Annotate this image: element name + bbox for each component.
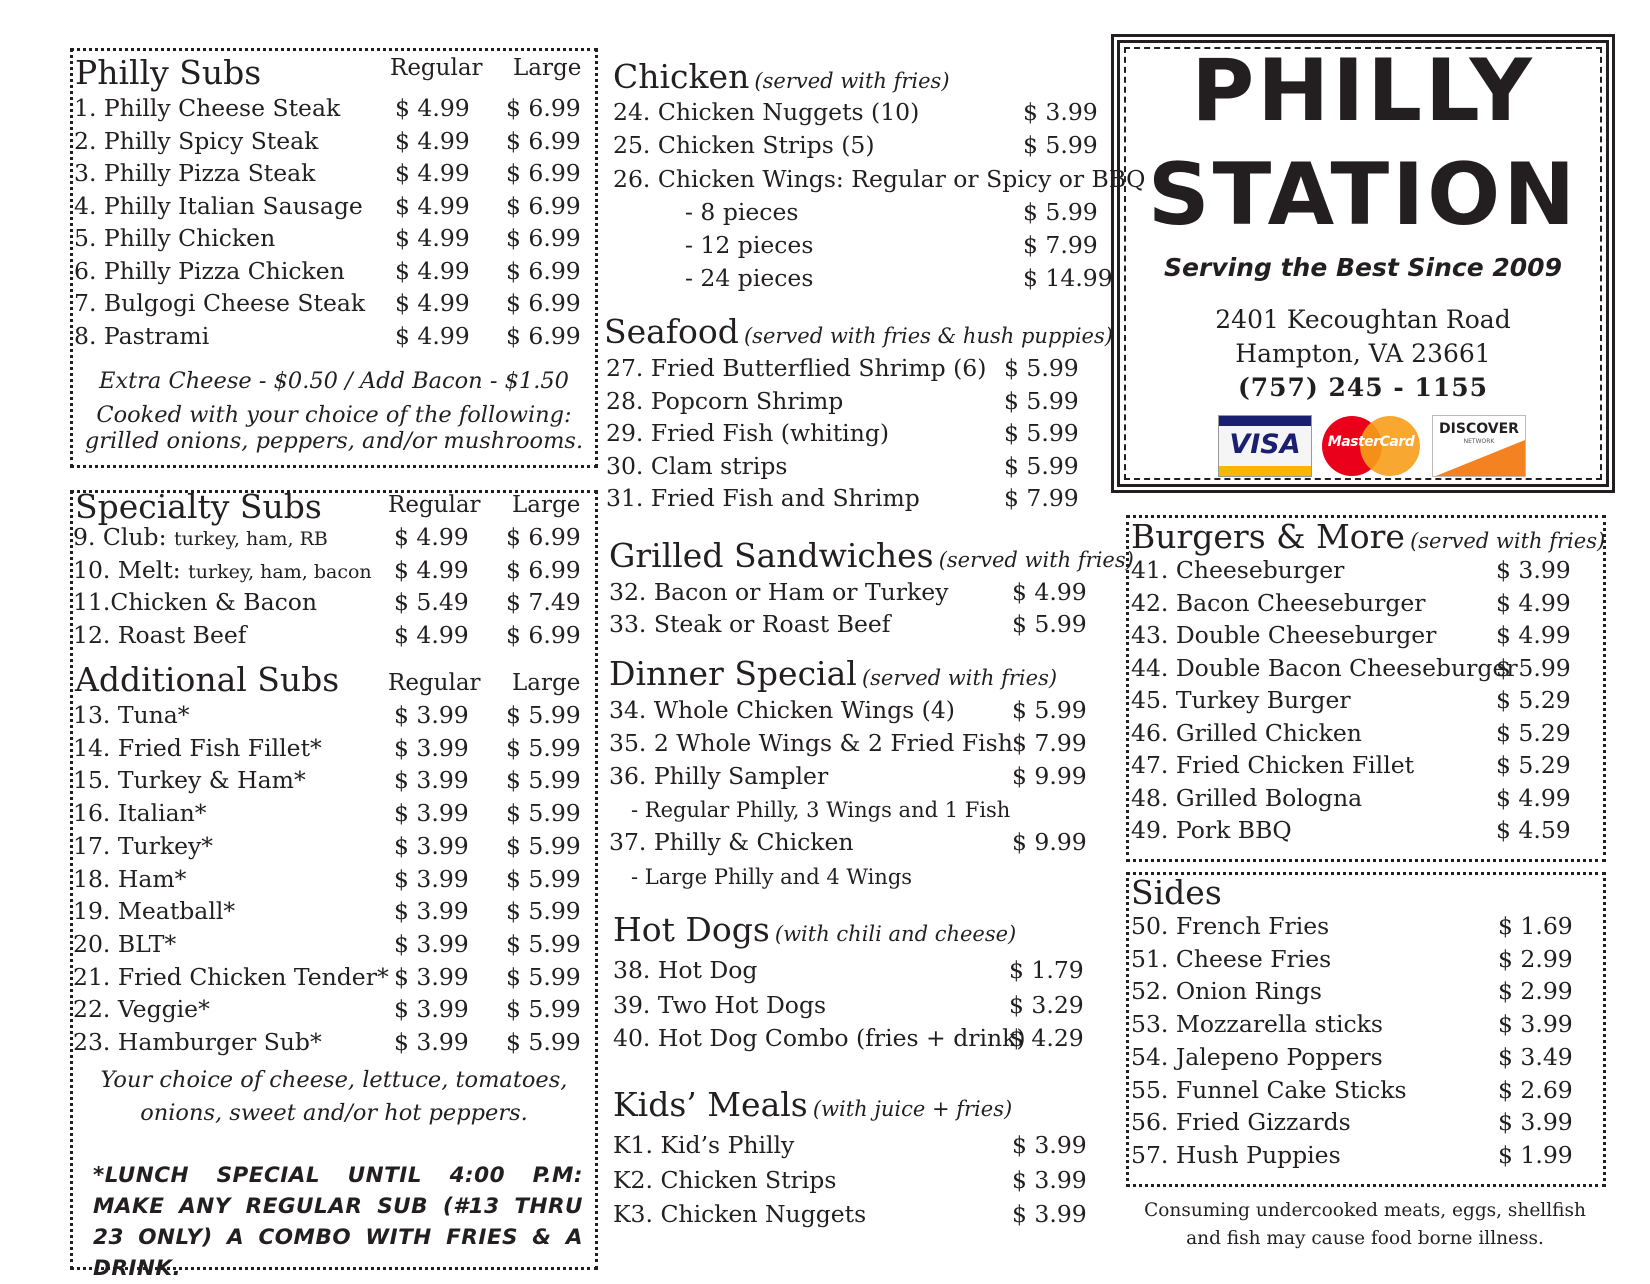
item-price: $ 5.29 <box>1496 751 1571 779</box>
item-name-text: 7. Bulgogi Cheese Steak <box>74 289 366 317</box>
price-large: $ 6.99 <box>506 321 581 350</box>
item-name <box>74 158 315 188</box>
visa-card-icon <box>1218 415 1312 477</box>
item-name-text: 2. Philly Spicy Steak <box>74 126 319 155</box>
menu-item-row <box>1131 555 1586 585</box>
item-price: $ 4.59 <box>1496 816 1571 844</box>
menu-item-row <box>606 353 1094 383</box>
price-regular: $ 3.99 <box>394 799 469 828</box>
item-name: 48. Grilled Bologna <box>1131 783 1363 812</box>
disclaimer-line2: and fish may cause food borne illness. <box>1186 1228 1544 1249</box>
item-price: $ 1.79 <box>1009 956 1084 984</box>
item-name-text: 21. Fried Chicken Tender* <box>73 962 389 991</box>
item-price: $ 5.99 <box>1023 131 1098 159</box>
item-price: $ 2.99 <box>1498 944 1573 973</box>
menu-item-row <box>1131 1107 1588 1137</box>
item-name-text: 4. Philly Italian Sausage <box>74 191 363 220</box>
menu-item-row <box>613 1130 1102 1160</box>
price-large: $ 5.99 <box>506 766 581 795</box>
price-regular: $ 3.99 <box>394 766 469 795</box>
menu-item-row <box>73 1027 596 1057</box>
price-large: $ 6.99 <box>506 555 581 584</box>
menu-item-row <box>73 587 596 617</box>
menu-item-row <box>74 288 596 318</box>
mastercard-icon <box>1320 415 1422 477</box>
item-name <box>73 896 235 926</box>
menu-item-row <box>1131 976 1588 1006</box>
menu-item-row <box>609 728 1102 758</box>
section-note: (with chili and cheese) <box>774 922 1017 946</box>
item-name: K1. Kid’s Philly <box>613 1131 795 1159</box>
price-regular: $ 4.99 <box>395 256 470 285</box>
item-name: - Regular Philly, 3 Wings and 1 Fish <box>631 798 1011 822</box>
item-detail: turkey, ham, bacon <box>188 560 372 583</box>
additional-note-line2: onions, sweet and/or hot peppers. <box>140 1100 528 1126</box>
menu-item-row <box>1131 685 1586 715</box>
discover-card-icon <box>1432 415 1526 477</box>
section-note: (served with fries) <box>861 666 1058 690</box>
item-price: $ 1.99 <box>1498 1140 1573 1169</box>
item-name <box>73 587 317 617</box>
item-name: 54. Jalepeno Poppers <box>1131 1042 1383 1071</box>
item-name: 43. Double Cheeseburger <box>1131 621 1437 649</box>
item-price: $ 5.99 <box>1004 419 1079 447</box>
item-name <box>73 765 306 795</box>
menu-item-row <box>73 896 596 926</box>
chicken-header <box>613 57 950 96</box>
menu-item-row <box>613 1199 1102 1229</box>
brand-name-line1: PHILLY <box>1191 41 1535 141</box>
item-name-text: 6. Philly Pizza Chicken <box>74 256 345 285</box>
logo-box <box>1111 34 1615 493</box>
col-large-label: Large <box>512 670 581 696</box>
item-price: $ 3.99 <box>1012 1200 1087 1228</box>
section-title: Philly Subs <box>75 53 262 92</box>
price-large: $ 5.99 <box>506 929 581 958</box>
item-name-text: 5. Philly Chicken <box>74 224 276 252</box>
item-name <box>74 288 365 318</box>
price-large: $ 5.99 <box>506 701 581 729</box>
price-regular: $ 5.49 <box>394 588 469 616</box>
price-large: $ 6.99 <box>506 620 581 649</box>
item-name <box>74 256 345 286</box>
item-name <box>73 555 372 587</box>
item-price: $ 3.99 <box>1498 1010 1573 1039</box>
item-name <box>73 733 322 763</box>
section-title: Kids’ Meals <box>613 1085 808 1124</box>
menu-item-row <box>1131 1140 1588 1170</box>
price-regular: $ 4.99 <box>395 289 470 317</box>
menu-item-row <box>1131 620 1586 650</box>
item-name: 42. Bacon Cheeseburger <box>1131 588 1426 617</box>
item-name: 49. Pork BBQ <box>1131 816 1292 844</box>
menu-item-row <box>73 700 596 730</box>
section-title: Seafood <box>604 312 739 351</box>
specialty-subs-header <box>75 487 322 526</box>
price-regular: $ 3.99 <box>394 897 469 926</box>
menu-item-row <box>74 126 596 156</box>
brand-name-line2: STATION <box>1147 145 1579 245</box>
item-name: 35. 2 Whole Wings & 2 Fried Fish <box>609 729 1013 757</box>
menu-item-row <box>1131 1009 1588 1039</box>
menu-item-row <box>1131 750 1586 780</box>
item-price: $ 5.99 <box>1012 696 1087 724</box>
item-price: $ 4.99 <box>1496 783 1571 812</box>
price-regular: $ 4.99 <box>394 555 469 584</box>
additional-subs-header <box>75 660 339 699</box>
price-large: $ 6.99 <box>506 191 581 220</box>
price-regular: $ 3.99 <box>394 701 469 729</box>
menu-item-row <box>74 191 596 221</box>
item-name <box>73 864 186 894</box>
menu-item-row <box>74 321 596 351</box>
menu-item-row <box>609 827 1102 857</box>
item-price: $ 7.99 <box>1012 729 1087 757</box>
col-regular-label: Regular <box>388 492 481 518</box>
menu-item-row <box>609 761 1102 791</box>
item-name-text: 20. BLT* <box>73 929 177 958</box>
menu-item-row <box>1131 783 1586 813</box>
menu-item-row <box>74 93 596 123</box>
discover-sub-label: NETWORK <box>1463 438 1495 445</box>
price-large: $ 6.99 <box>506 523 581 551</box>
item-price: $ 4.99 <box>1496 588 1571 617</box>
section-note: (with juice + fries) <box>812 1097 1013 1121</box>
menu-item-row <box>609 695 1102 725</box>
item-name: 38. Hot Dog <box>613 956 758 984</box>
menu-item-row <box>73 765 596 795</box>
item-detail: turkey, ham, RB <box>173 528 328 550</box>
menu-item-row <box>1131 815 1586 845</box>
item-name <box>73 831 213 861</box>
item-name <box>74 93 340 123</box>
item-name: K2. Chicken Strips <box>613 1166 837 1194</box>
menu-item-row <box>73 831 596 861</box>
item-name-text: 18. Ham* <box>73 864 187 893</box>
item-price: $ 5.99 <box>1004 451 1079 480</box>
seafood-header <box>604 312 1113 351</box>
item-name-text: 19. Meatball* <box>73 897 236 926</box>
kids-header <box>613 1085 1012 1124</box>
price-large: $ 6.99 <box>506 224 581 252</box>
menu-item-row <box>613 97 1113 127</box>
menu-item-row <box>606 418 1094 448</box>
item-name <box>73 798 207 828</box>
item-name: 41. Cheeseburger <box>1131 556 1345 584</box>
menu-item-row <box>73 620 596 650</box>
menu-item-row <box>74 256 596 286</box>
menu-item-row <box>73 798 596 828</box>
menu-item-row <box>606 386 1094 416</box>
item-name-text: 23. Hamburger Sub* <box>73 1028 322 1056</box>
menu-item-row <box>613 197 1113 227</box>
menu-item-row <box>1131 718 1586 748</box>
price-large: $ 5.99 <box>506 897 581 926</box>
price-large: $ 5.99 <box>506 995 581 1024</box>
price-large: $ 5.99 <box>506 799 581 828</box>
item-price: $ 1.69 <box>1498 912 1573 940</box>
item-name-text: 9. Club: <box>73 523 174 551</box>
item-price: $ 3.49 <box>1498 1042 1573 1071</box>
col-regular-label: Regular <box>388 670 481 696</box>
item-name-text: 12. Roast Beef <box>73 620 247 649</box>
price-large: $ 6.99 <box>506 159 581 187</box>
item-name <box>73 700 190 730</box>
item-price: $ 3.99 <box>1012 1166 1087 1194</box>
item-price: $ 5.99 <box>1023 198 1098 226</box>
menu-item-row <box>73 929 596 959</box>
grilled-header <box>609 536 1134 575</box>
phone-number: (757) 245 - 1155 <box>1237 373 1489 402</box>
price-regular: $ 3.99 <box>394 733 469 762</box>
menu-item-row <box>73 733 596 763</box>
price-large: $ 6.99 <box>506 289 581 317</box>
section-note: (served with fries & hush puppies) <box>743 324 1113 348</box>
sides-header <box>1131 873 1222 912</box>
item-name: 57. Hush Puppies <box>1131 1140 1341 1169</box>
item-name: 27. Fried Butterflied Shrimp (6) <box>606 354 987 382</box>
item-name: 56. Fried Gizzards <box>1131 1108 1351 1137</box>
disclaimer-line1: Consuming undercooked meats, eggs, shellfish <box>1144 1200 1586 1221</box>
item-price: $ 5.29 <box>1496 686 1571 714</box>
item-name: 34. Whole Chicken Wings (4) <box>609 696 955 724</box>
price-regular: $ 3.99 <box>394 995 469 1024</box>
item-name: 47. Fried Chicken Fillet <box>1131 751 1415 779</box>
menu-item-row <box>74 223 596 253</box>
item-name <box>73 1027 322 1057</box>
menu-item-row <box>609 862 1102 892</box>
item-price: $ 3.99 <box>1023 98 1098 126</box>
dinner-header <box>609 654 1057 693</box>
item-name: 32. Bacon or Ham or Turkey <box>609 578 949 606</box>
item-price: $ 5.99 <box>1004 386 1079 415</box>
item-price: $ 3.29 <box>1009 991 1084 1019</box>
section-title: Chicken <box>613 57 750 96</box>
item-name-text: 8. Pastrami <box>74 321 210 350</box>
price-large: $ 6.99 <box>506 126 581 155</box>
item-name-text: 17. Turkey* <box>73 831 214 860</box>
address-line1: 2401 Kecoughtan Road <box>1215 305 1511 334</box>
philly-note-line1: Cooked with your choice of the following: <box>96 402 572 428</box>
item-name <box>74 223 275 253</box>
hotdogs-header <box>613 910 1016 949</box>
price-regular: $ 4.99 <box>395 126 470 155</box>
col-large-label: Large <box>513 55 582 81</box>
menu-item-row <box>74 158 596 188</box>
item-name: 30. Clam strips <box>606 451 788 480</box>
menu-item-row <box>613 263 1113 293</box>
price-large: $ 6.99 <box>506 94 581 122</box>
menu-item-row <box>609 795 1102 825</box>
item-name-text: 11.Chicken & Bacon <box>73 588 318 616</box>
item-price: $ 3.99 <box>1498 1108 1573 1137</box>
item-price: $ 4.29 <box>1009 1024 1084 1052</box>
menu-item-row <box>609 609 1102 639</box>
menu-item-row <box>73 864 596 894</box>
item-name: - 24 pieces <box>685 264 814 292</box>
address-line2: Hampton, VA 23661 <box>1235 339 1491 368</box>
price-large: $ 5.99 <box>506 962 581 991</box>
price-regular: $ 4.99 <box>395 94 470 122</box>
item-name: 28. Popcorn Shrimp <box>606 386 844 415</box>
visa-label: VISA <box>1229 429 1301 460</box>
item-price: $ 5.99 <box>1004 354 1079 382</box>
item-name: 45. Turkey Burger <box>1131 686 1351 714</box>
price-regular: $ 4.99 <box>395 224 470 252</box>
menu-item-row <box>613 1165 1102 1195</box>
menu-item-row <box>609 577 1102 607</box>
price-large: $ 5.99 <box>506 864 581 893</box>
menu-item-row <box>1131 1042 1588 1072</box>
item-price: $ 5.99 <box>1012 610 1087 638</box>
price-regular: $ 4.99 <box>395 191 470 220</box>
item-name: 51. Cheese Fries <box>1131 944 1332 973</box>
item-name: 50. French Fries <box>1131 912 1330 940</box>
price-large: $ 5.99 <box>506 733 581 762</box>
item-name: K3. Chicken Nuggets <box>613 1200 867 1228</box>
item-price: $ 7.99 <box>1023 231 1098 259</box>
item-name: 29. Fried Fish (whiting) <box>606 419 890 447</box>
price-regular: $ 4.99 <box>395 321 470 350</box>
menu-item-row <box>1131 911 1588 941</box>
item-name: 40. Hot Dog Combo (fries + drink) <box>613 1024 1026 1052</box>
price-large: $ 6.99 <box>506 256 581 285</box>
item-name-text: 13. Tuna* <box>73 701 190 729</box>
price-regular: $ 4.99 <box>395 159 470 187</box>
item-price: $ 2.99 <box>1498 977 1573 1006</box>
price-large: $ 7.49 <box>506 588 581 616</box>
item-name <box>74 191 363 221</box>
item-name <box>73 522 328 554</box>
item-name: 39. Two Hot Dogs <box>613 991 827 1019</box>
section-note: (served with fries) <box>1410 529 1606 553</box>
menu-item-row <box>613 990 1099 1020</box>
payment-cards <box>1120 415 1606 485</box>
item-name: 53. Mozzarella sticks <box>1131 1010 1383 1039</box>
price-regular: $ 4.99 <box>394 620 469 649</box>
menu-item-row <box>73 555 596 585</box>
philly-note-line2: grilled onions, peppers, and/or mushrooms. <box>84 428 584 454</box>
price-large: $ 5.99 <box>506 1028 581 1056</box>
menu-item-row <box>73 522 596 552</box>
brand-tagline: Serving the Best Since 2009 <box>1164 253 1562 282</box>
item-price: $ 4.99 <box>1496 621 1571 649</box>
item-price: $ 9.99 <box>1012 762 1087 790</box>
item-name <box>73 994 210 1024</box>
philly-subs-header <box>75 53 261 92</box>
item-name-text: 14. Fried Fish Fillet* <box>73 733 322 762</box>
menu-item-row <box>1131 944 1588 974</box>
item-name: 31. Fried Fish and Shrimp <box>606 484 920 512</box>
section-title: Additional Subs <box>75 660 340 699</box>
col-regular-label: Regular <box>390 55 483 81</box>
price-large: $ 5.99 <box>506 831 581 860</box>
menu-item-row <box>613 130 1113 160</box>
item-name <box>73 929 176 959</box>
item-name <box>73 962 389 992</box>
menu-item-row <box>73 962 596 992</box>
item-name: - 12 pieces <box>685 231 814 259</box>
price-regular: $ 4.99 <box>394 523 469 551</box>
item-name: - Large Philly and 4 Wings <box>631 865 913 889</box>
item-name: 36. Philly Sampler <box>609 762 829 790</box>
item-name: 26. Chicken Wings: Regular or Spicy or BBQ <box>613 165 1146 193</box>
menu-item-row <box>606 451 1094 481</box>
item-name: 44. Double Bacon Cheeseburger <box>1131 653 1518 682</box>
mastercard-label: MasterCard <box>1327 434 1415 450</box>
item-name-text: 10. Melt: <box>73 555 189 584</box>
item-name: 55. Funnel Cake Sticks <box>1131 1075 1407 1104</box>
item-price: $ 9.99 <box>1012 828 1087 856</box>
menu-item-row <box>613 1023 1099 1053</box>
menu-item-row <box>613 955 1099 985</box>
price-regular: $ 3.99 <box>394 1028 469 1056</box>
item-price: $ 4.99 <box>1012 578 1087 606</box>
menu-item-row <box>613 230 1113 260</box>
item-name-text: 16. Italian* <box>73 799 207 828</box>
discover-label: DISCOVER <box>1439 421 1519 437</box>
item-name-text: 22. Veggie* <box>73 995 210 1024</box>
item-name-text: 1. Philly Cheese Steak <box>74 94 341 122</box>
item-name: 52. Onion Rings <box>1131 977 1322 1006</box>
section-note: (served with fries) <box>754 69 950 93</box>
item-name <box>74 126 318 156</box>
item-price: $ 3.99 <box>1012 1131 1087 1159</box>
section-title: Grilled Sandwiches <box>609 536 934 575</box>
item-price: $ 5.29 <box>1496 718 1571 747</box>
burgers-header <box>1131 517 1605 556</box>
section-title: Sides <box>1131 873 1222 912</box>
item-name-text: 3. Philly Pizza Steak <box>74 159 316 187</box>
menu-item-row <box>606 483 1094 513</box>
item-price: $ 5.99 <box>1496 653 1571 682</box>
section-note: (served with fries) <box>938 548 1134 572</box>
section-title: Dinner Special <box>609 654 857 693</box>
item-name-text: 15. Turkey & Ham* <box>73 766 306 795</box>
menu-item-row <box>73 994 596 1024</box>
item-price: $ 2.69 <box>1498 1075 1573 1104</box>
item-price: $ 3.99 <box>1496 556 1571 584</box>
section-title: Burgers & More <box>1131 517 1405 556</box>
item-name: 24. Chicken Nuggets (10) <box>613 98 920 126</box>
additional-note-line1: Your choice of cheese, lettuce, tomatoes, <box>100 1067 568 1093</box>
menu-item-row <box>1131 653 1586 683</box>
section-title: Specialty Subs <box>75 487 322 526</box>
item-name: - 8 pieces <box>685 198 799 226</box>
price-regular: $ 3.99 <box>394 962 469 991</box>
item-name <box>73 620 246 650</box>
item-name <box>74 321 209 351</box>
item-price: $ 7.99 <box>1004 484 1079 512</box>
extra-cheese-note: Extra Cheese - $0.50 / Add Bacon - $1.50 <box>99 368 569 394</box>
item-name: 37. Philly & Chicken <box>609 828 854 856</box>
item-name: 33. Steak or Roast Beef <box>609 610 891 638</box>
item-name: 46. Grilled Chicken <box>1131 718 1362 747</box>
section-title: Hot Dogs <box>613 910 770 949</box>
item-price: $ 14.99 <box>1023 264 1113 292</box>
lunch-special: *LUNCH SPECIAL UNTIL 4:00 P.M: MAKE ANY REGULAR SUB (#13 THRU 23 ONLY) A COMBO WITH FRIES & A DRINK. <box>93 1163 583 1281</box>
price-regular: $ 3.99 <box>394 831 469 860</box>
menu-item-row <box>1131 588 1586 618</box>
menu-item-row <box>613 164 1146 194</box>
menu-item-row <box>1131 1075 1588 1105</box>
item-name: 25. Chicken Strips (5) <box>613 131 875 159</box>
price-regular: $ 3.99 <box>394 929 469 958</box>
col-large-label: Large <box>512 492 581 518</box>
price-regular: $ 3.99 <box>394 864 469 893</box>
